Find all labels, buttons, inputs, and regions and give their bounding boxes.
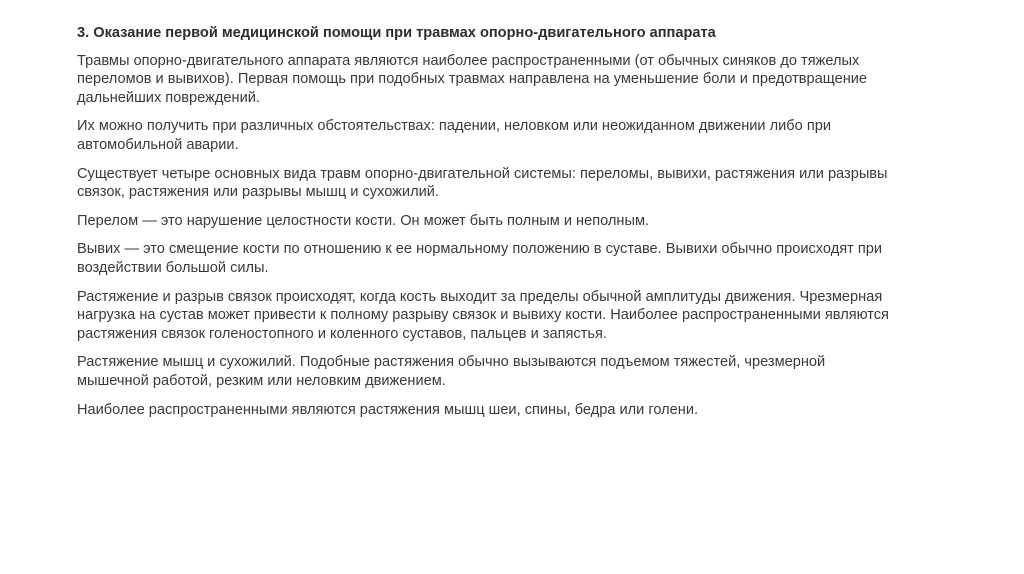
paragraph-ligament-sprain: Растяжение и разрыв связок происходят, когда кость выходит за пределы обычной амплитуды движения. Чрезмерная нагрузка на сустав может привести к полному разрыву связок и вывиху кости. Наиболее распространенными являются растяжения связок голеностопного и коленного суставов, пальцев и запястья.: [77, 288, 889, 342]
paragraph-injury-types: Существует четыре основных вида травм опорно-двигательной системы: переломы, вывихи, растяжения или разрывы связок, растяжения или разрывы мышц и сухожилий.: [77, 165, 888, 201]
paragraph-circumstances: Их можно получить при различных обстоятельствах: падении, неловком или неожиданном движении либо при автомобильной аварии.: [77, 118, 831, 153]
paragraph-dislocation: Вывих — это смещение кости по отношению к ее нормальному положению в суставе. Вывихи обычно происходят при воздействии большой силы.: [77, 241, 883, 276]
paragraph-intro: Травмы опорно-двигательного аппарата являются наиболее распространенными (от обычных синяков до тяжелых переломов и вывихов). Первая помощь при подобных травмах направлена на уменьшение боли и предотвращение дальнейших повреждений.: [77, 52, 868, 106]
slide-title: 3. Оказание первой медицинской помощи при травмах опорно-двигательного аппарата: [77, 25, 716, 41]
paragraph-muscle-strain: Растяжение мышц и сухожилий. Подобные растяжения обычно вызываются подъемом тяжестей, чрезмерной мышечной работой, резким или неловким движением.: [77, 354, 826, 389]
paragraph-common-strains: Наиболее распространенными являются растяжения мышц шеи, спины, бедра или голени.: [77, 401, 699, 418]
paragraph-fracture: Перелом — это нарушение целостности кости. Он может быть полным и неполным.: [77, 212, 650, 229]
